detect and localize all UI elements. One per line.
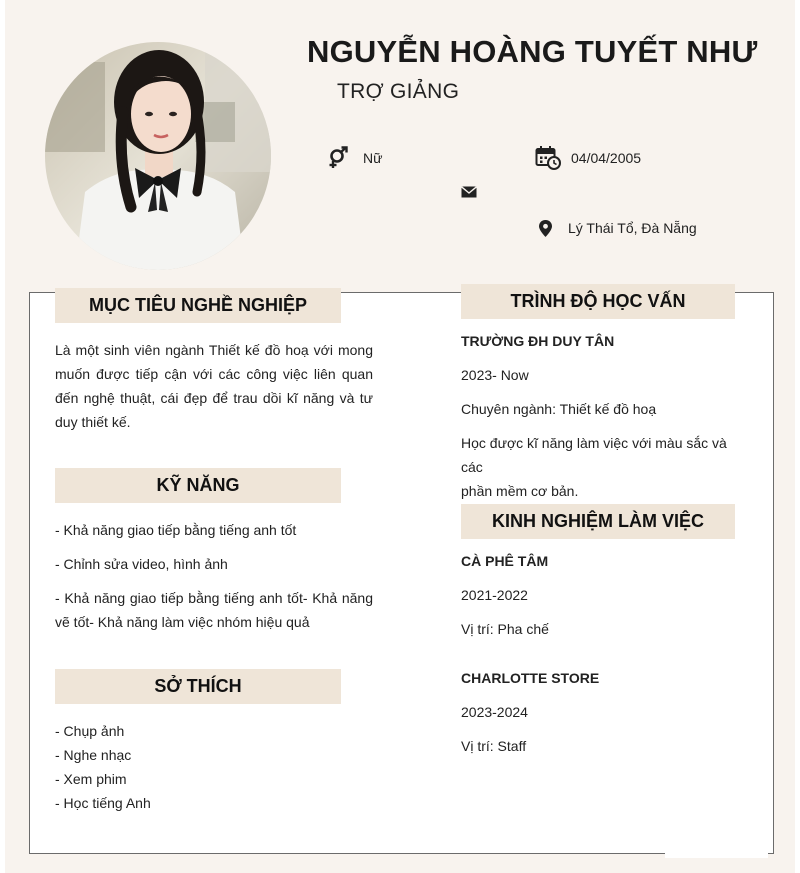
- education-school: TRƯỜNG ĐH DUY TÂN: [461, 333, 615, 349]
- job-period: 2021-2022: [461, 587, 528, 603]
- skill-item: - Chỉnh sửa video, hình ảnh: [55, 556, 228, 572]
- skills-heading: KỸ NĂNG: [55, 468, 341, 503]
- job-title: TRỢ GIẢNG: [337, 80, 460, 103]
- panel-notch: [665, 852, 768, 858]
- location-pin-icon: [538, 219, 553, 238]
- objective-line: muốn được tiếp cận với các công việc liên quan: [55, 366, 373, 382]
- birthdate-value: 04/04/2005: [571, 150, 642, 166]
- skill-item-line: - Khả năng giao tiếp bằng tiếng anh tốt- Khả năng: [55, 590, 373, 606]
- hobby-item: - Chụp ảnh: [55, 723, 125, 739]
- hobbies-list: [55, 719, 355, 815]
- skill-item-line: vẽ tốt- Khả năng làm việc nhóm hiệu quả: [55, 614, 310, 630]
- objective-heading: MỤC TIÊU NGHỀ NGHIỆP: [55, 288, 341, 323]
- education-heading: TRÌNH ĐỘ HỌC VẤN: [461, 284, 735, 319]
- profile-photo: [45, 42, 271, 270]
- hobby-item: - Xem phim: [55, 771, 127, 787]
- gender-icon: [327, 146, 349, 170]
- address-value: Lý Thái Tổ, Đà Nẵng: [568, 220, 697, 236]
- hobby-item: - Nghe nhạc: [55, 747, 132, 763]
- objective-text: [55, 338, 373, 434]
- education-note-line: Học được kĩ năng làm việc với màu sắc và các: [461, 435, 727, 475]
- mail-icon: [461, 186, 477, 198]
- experience-heading: KINH NGHIỆM LÀM VIỆC: [461, 504, 735, 539]
- job-company: CHARLOTTE STORE: [461, 670, 600, 686]
- objective-line: đến nghệ thuật, cái đẹp để trau dồi kĩ năng và tư: [55, 390, 373, 406]
- objective-line: duy thiết kế.: [55, 414, 131, 430]
- hobbies-heading: SỞ THÍCH: [55, 669, 341, 704]
- education-major: Chuyên ngành: Thiết kế đồ hoạ: [461, 401, 657, 417]
- job-company: CÀ PHÊ TÂM: [461, 553, 549, 569]
- gender-value: Nữ: [363, 150, 383, 166]
- job-position: Vị trí: Pha chế: [461, 621, 549, 637]
- skill-item: - Khả năng giao tiếp bằng tiếng anh tốt: [55, 522, 297, 538]
- education-period: 2023- Now: [461, 367, 529, 383]
- skill-item: [55, 586, 373, 634]
- calendar-icon: [535, 145, 561, 170]
- candidate-name: NGUYỄN HOÀNG TUYẾT NHƯ: [307, 34, 758, 69]
- job-period: 2023-2024: [461, 704, 528, 720]
- education-note: [461, 431, 751, 503]
- objective-line: Là một sinh viên ngành Thiết kế đồ hoạ với mong: [55, 342, 373, 358]
- hobby-item: - Học tiếng Anh: [55, 795, 151, 811]
- job-position: Vị trí: Staff: [461, 738, 527, 754]
- education-note-line: phần mềm cơ bản.: [461, 483, 579, 499]
